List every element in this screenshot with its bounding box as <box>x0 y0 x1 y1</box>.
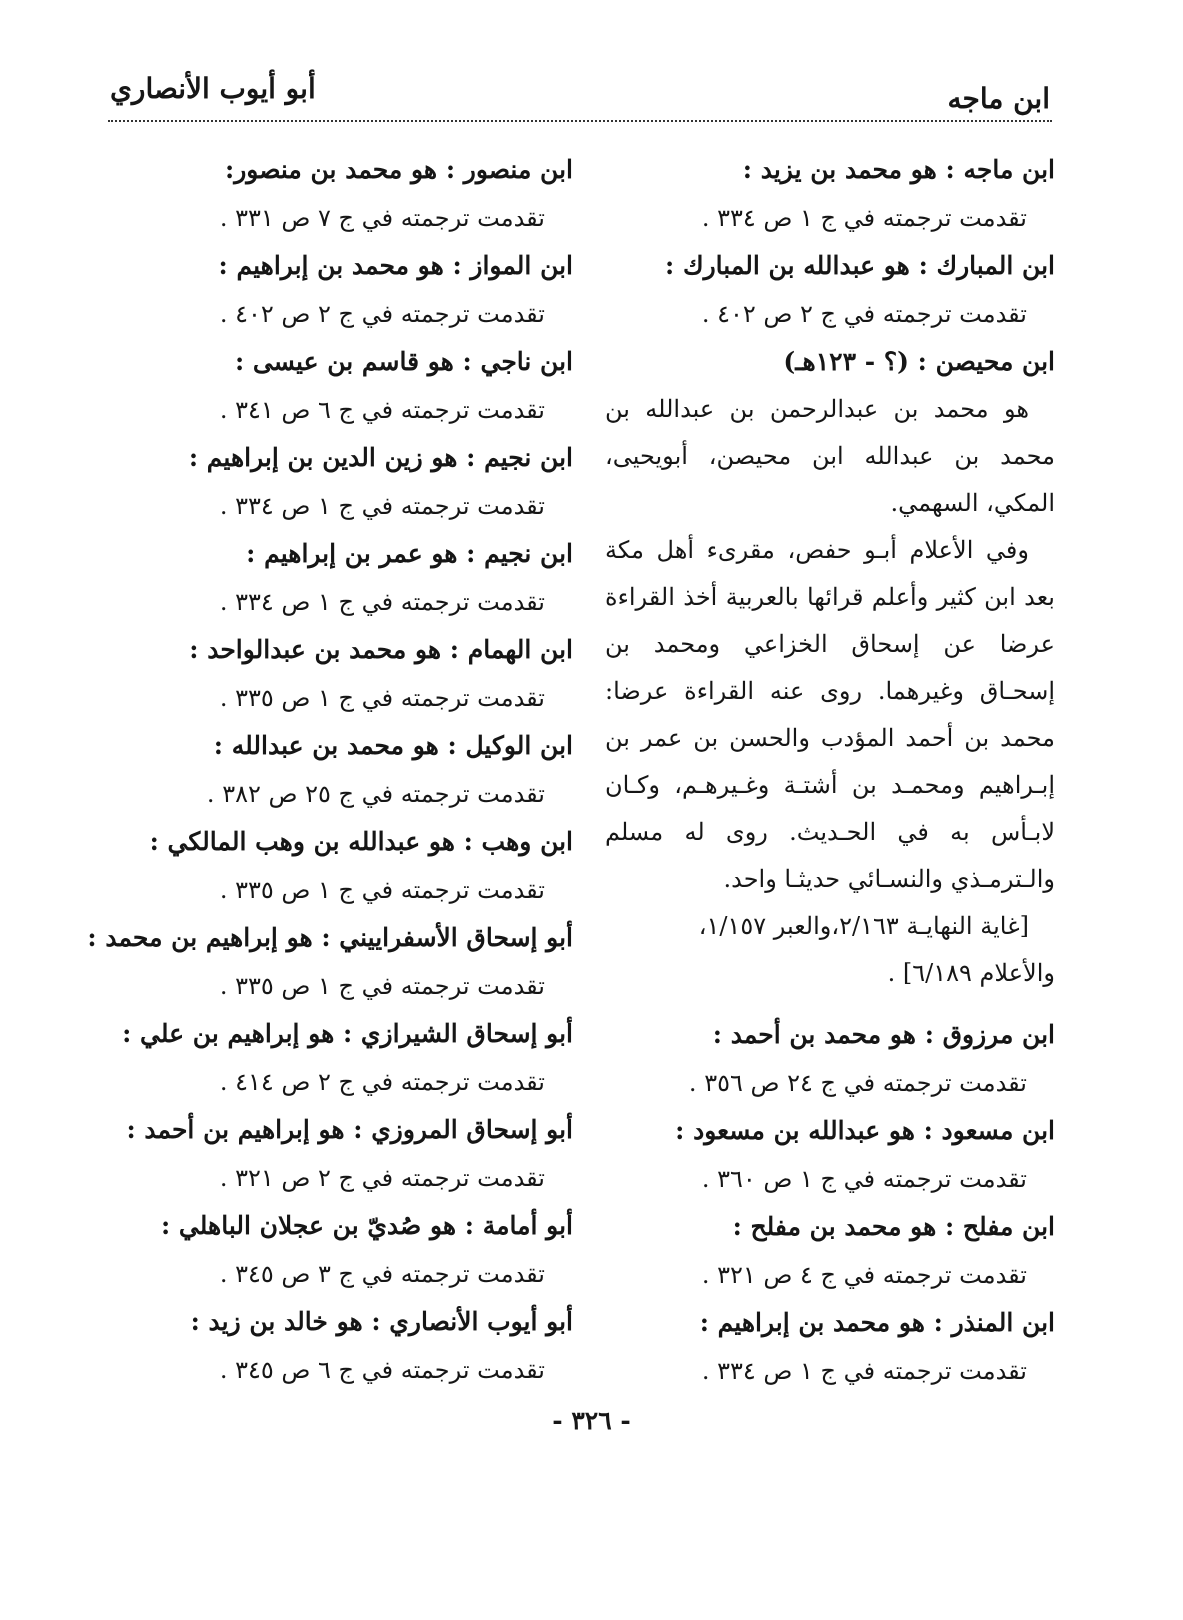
biography-paragraph: هو محمد بن عبدالرحمن بن عبدالله بن محمد بن عبدالله ابن محيصن، أبويحيى، المكي، السهمي. <box>605 395 1055 517</box>
entry-reference: تقدمت ترجمته في ج ١ ص ٣٣٥ . <box>219 876 545 904</box>
entry-reference: تقدمت ترجمته في ج ١ ص ٣٣٤ . <box>701 1357 1027 1385</box>
entry-reference: تقدمت ترجمته في ج ٢ ص ٣٢١ . <box>219 1164 545 1192</box>
entry <box>605 1107 1055 1203</box>
entry <box>113 1010 573 1106</box>
entry-heading: ابن ماجه : هو محمد بن يزيد : <box>742 155 1055 184</box>
entry-reference: تقدمت ترجمته في ج ١ ص ٣٣٤ . <box>701 204 1027 232</box>
entry-heading: ابن الوكيل : هو محمد بن عبدالله : <box>213 731 573 760</box>
entry-reference: تقدمت ترجمته في ج ١ ص ٣٦٠ . <box>701 1165 1027 1193</box>
entry <box>113 1298 573 1394</box>
left-column <box>87 146 573 1386</box>
entry-heading: أبو إسحاق الأسفراييني : هو إبراهيم بن محمد : <box>87 923 573 952</box>
entry-heading: ابن مسعود : هو عبدالله بن مسعود : <box>675 1116 1055 1145</box>
source-line: والأعلام ٦/١٨٩] . <box>887 959 1055 987</box>
entry <box>113 338 573 434</box>
entry-reference: تقدمت ترجمته في ج ١ ص ٣٣٥ . <box>219 972 545 1000</box>
entry <box>605 1299 1055 1395</box>
entry <box>113 1106 573 1202</box>
entry-reference: تقدمت ترجمته في ج ٤ ص ٣٢١ . <box>701 1261 1027 1289</box>
entry-heading: ابن الهمام : هو محمد بن عبدالواحد : <box>189 635 573 664</box>
entry-heading: ابن مفلح : هو محمد بن مفلح : <box>732 1212 1055 1241</box>
entry-reference: تقدمت ترجمته في ج ٦ ص ٣٤١ . <box>219 396 545 424</box>
entry-reference: تقدمت ترجمته في ج ٢ ص ٤٠٢ . <box>219 300 545 328</box>
entry <box>605 242 1055 338</box>
entry-reference: تقدمت ترجمته في ج ٦ ص ٣٤٥ . <box>219 1356 545 1384</box>
entry <box>113 146 573 242</box>
entry <box>113 1202 573 1298</box>
entry-heading: ابن ناجي : هو قاسم بن عيسى : <box>234 347 573 376</box>
entry <box>113 818 573 914</box>
header-dotted-rule <box>108 120 1052 122</box>
entry-reference: تقدمت ترجمته في ج ١ ص ٣٣٤ . <box>219 492 545 520</box>
entry-heading: ابن منصور : هو محمد بن منصور: <box>224 155 573 184</box>
right-column <box>605 146 1055 1386</box>
entry <box>113 242 573 338</box>
entry-reference: تقدمت ترجمته في ج ٢٥ ص ٣٨٢ . <box>206 780 545 808</box>
header-left-title: أبو أيوب الأنصاري <box>110 72 316 105</box>
entry-heading: ابن محيصن : (؟ - ١٢٣هـ) <box>783 347 1055 376</box>
source-line: [غاية النهايـة ٢/١٦٣،والعبر ١/١٥٧، <box>698 912 1029 940</box>
entry-heading: أبو إسحاق الشيرازي : هو إبراهيم بن علي : <box>122 1019 573 1048</box>
entry <box>605 1011 1055 1107</box>
entry-reference: تقدمت ترجمته في ج ٢ ص ٤٠٢ . <box>701 300 1027 328</box>
entry-reference: تقدمت ترجمته في ج ٣ ص ٣٤٥ . <box>219 1260 545 1288</box>
entry <box>113 434 573 530</box>
header-right-title: ابن ماجه <box>947 82 1050 115</box>
entry-heading: ابن نجيم : هو عمر بن إبراهيم : <box>246 539 573 568</box>
page-number: - ٣٢٦ - <box>552 1406 631 1435</box>
entry <box>113 626 573 722</box>
entry-heading: ابن المواز : هو محمد بن إبراهيم : <box>218 251 573 280</box>
bio-entry <box>605 338 1055 997</box>
entry <box>605 146 1055 242</box>
entry <box>113 530 573 626</box>
entry <box>87 914 573 1010</box>
entry-reference: تقدمت ترجمته في ج ١ ص ٣٣٥ . <box>219 684 545 712</box>
entry-heading: ابن مرزوق : هو محمد بن أحمد : <box>712 1020 1055 1049</box>
entry <box>605 1203 1055 1299</box>
entry-heading: أبو إسحاق المروزي : هو إبراهيم بن أحمد : <box>126 1115 573 1144</box>
biography-text <box>605 386 1055 903</box>
entry-reference: تقدمت ترجمته في ج ٢٤ ص ٣٥٦ . <box>688 1069 1027 1097</box>
entry-heading: ابن نجيم : هو زين الدين بن إبراهيم : <box>188 443 573 472</box>
entry <box>113 722 573 818</box>
entry-reference: تقدمت ترجمته في ج ٧ ص ٣٣١ . <box>219 204 545 232</box>
entry-heading: أبو أيوب الأنصاري : هو خالد بن زيد : <box>190 1307 573 1336</box>
entry-heading: ابن المنذر : هو محمد بن إبراهيم : <box>699 1308 1055 1337</box>
biography-paragraph: وفي الأعلام أبـو حفص، مقرىء أهل مكة بعد ابن كثير وأعلم قرائها بالعربية أخذ القراءة عرضا عن إسحاق الخزاعي ومحمد بن إسحـاق وغيرهما. روى عنه القراءة عرضا: محمد بن أحمد المؤدب والحسن بن عمر بن إبـراهيم ومحمـد بن أشتـة وغـيرهـم، وكـان لابـأس به في الحـديث. روى له مسلم والـترمـذي والنسـائي حديثـا واحد. <box>605 536 1055 893</box>
entry-heading: ابن المبارك : هو عبدالله بن المبارك : <box>665 251 1055 280</box>
entry-reference: تقدمت ترجمته في ج ٢ ص ٤١٤ . <box>219 1068 545 1096</box>
entry-heading: أبو أمامة : هو صُديّ بن عجلان الباهلي : <box>160 1211 573 1240</box>
entry-heading: ابن وهب : هو عبدالله بن وهب المالكي : <box>149 827 573 856</box>
entry-reference: تقدمت ترجمته في ج ١ ص ٣٣٤ . <box>219 588 545 616</box>
running-header <box>110 72 1050 122</box>
source-citation <box>605 903 1055 997</box>
